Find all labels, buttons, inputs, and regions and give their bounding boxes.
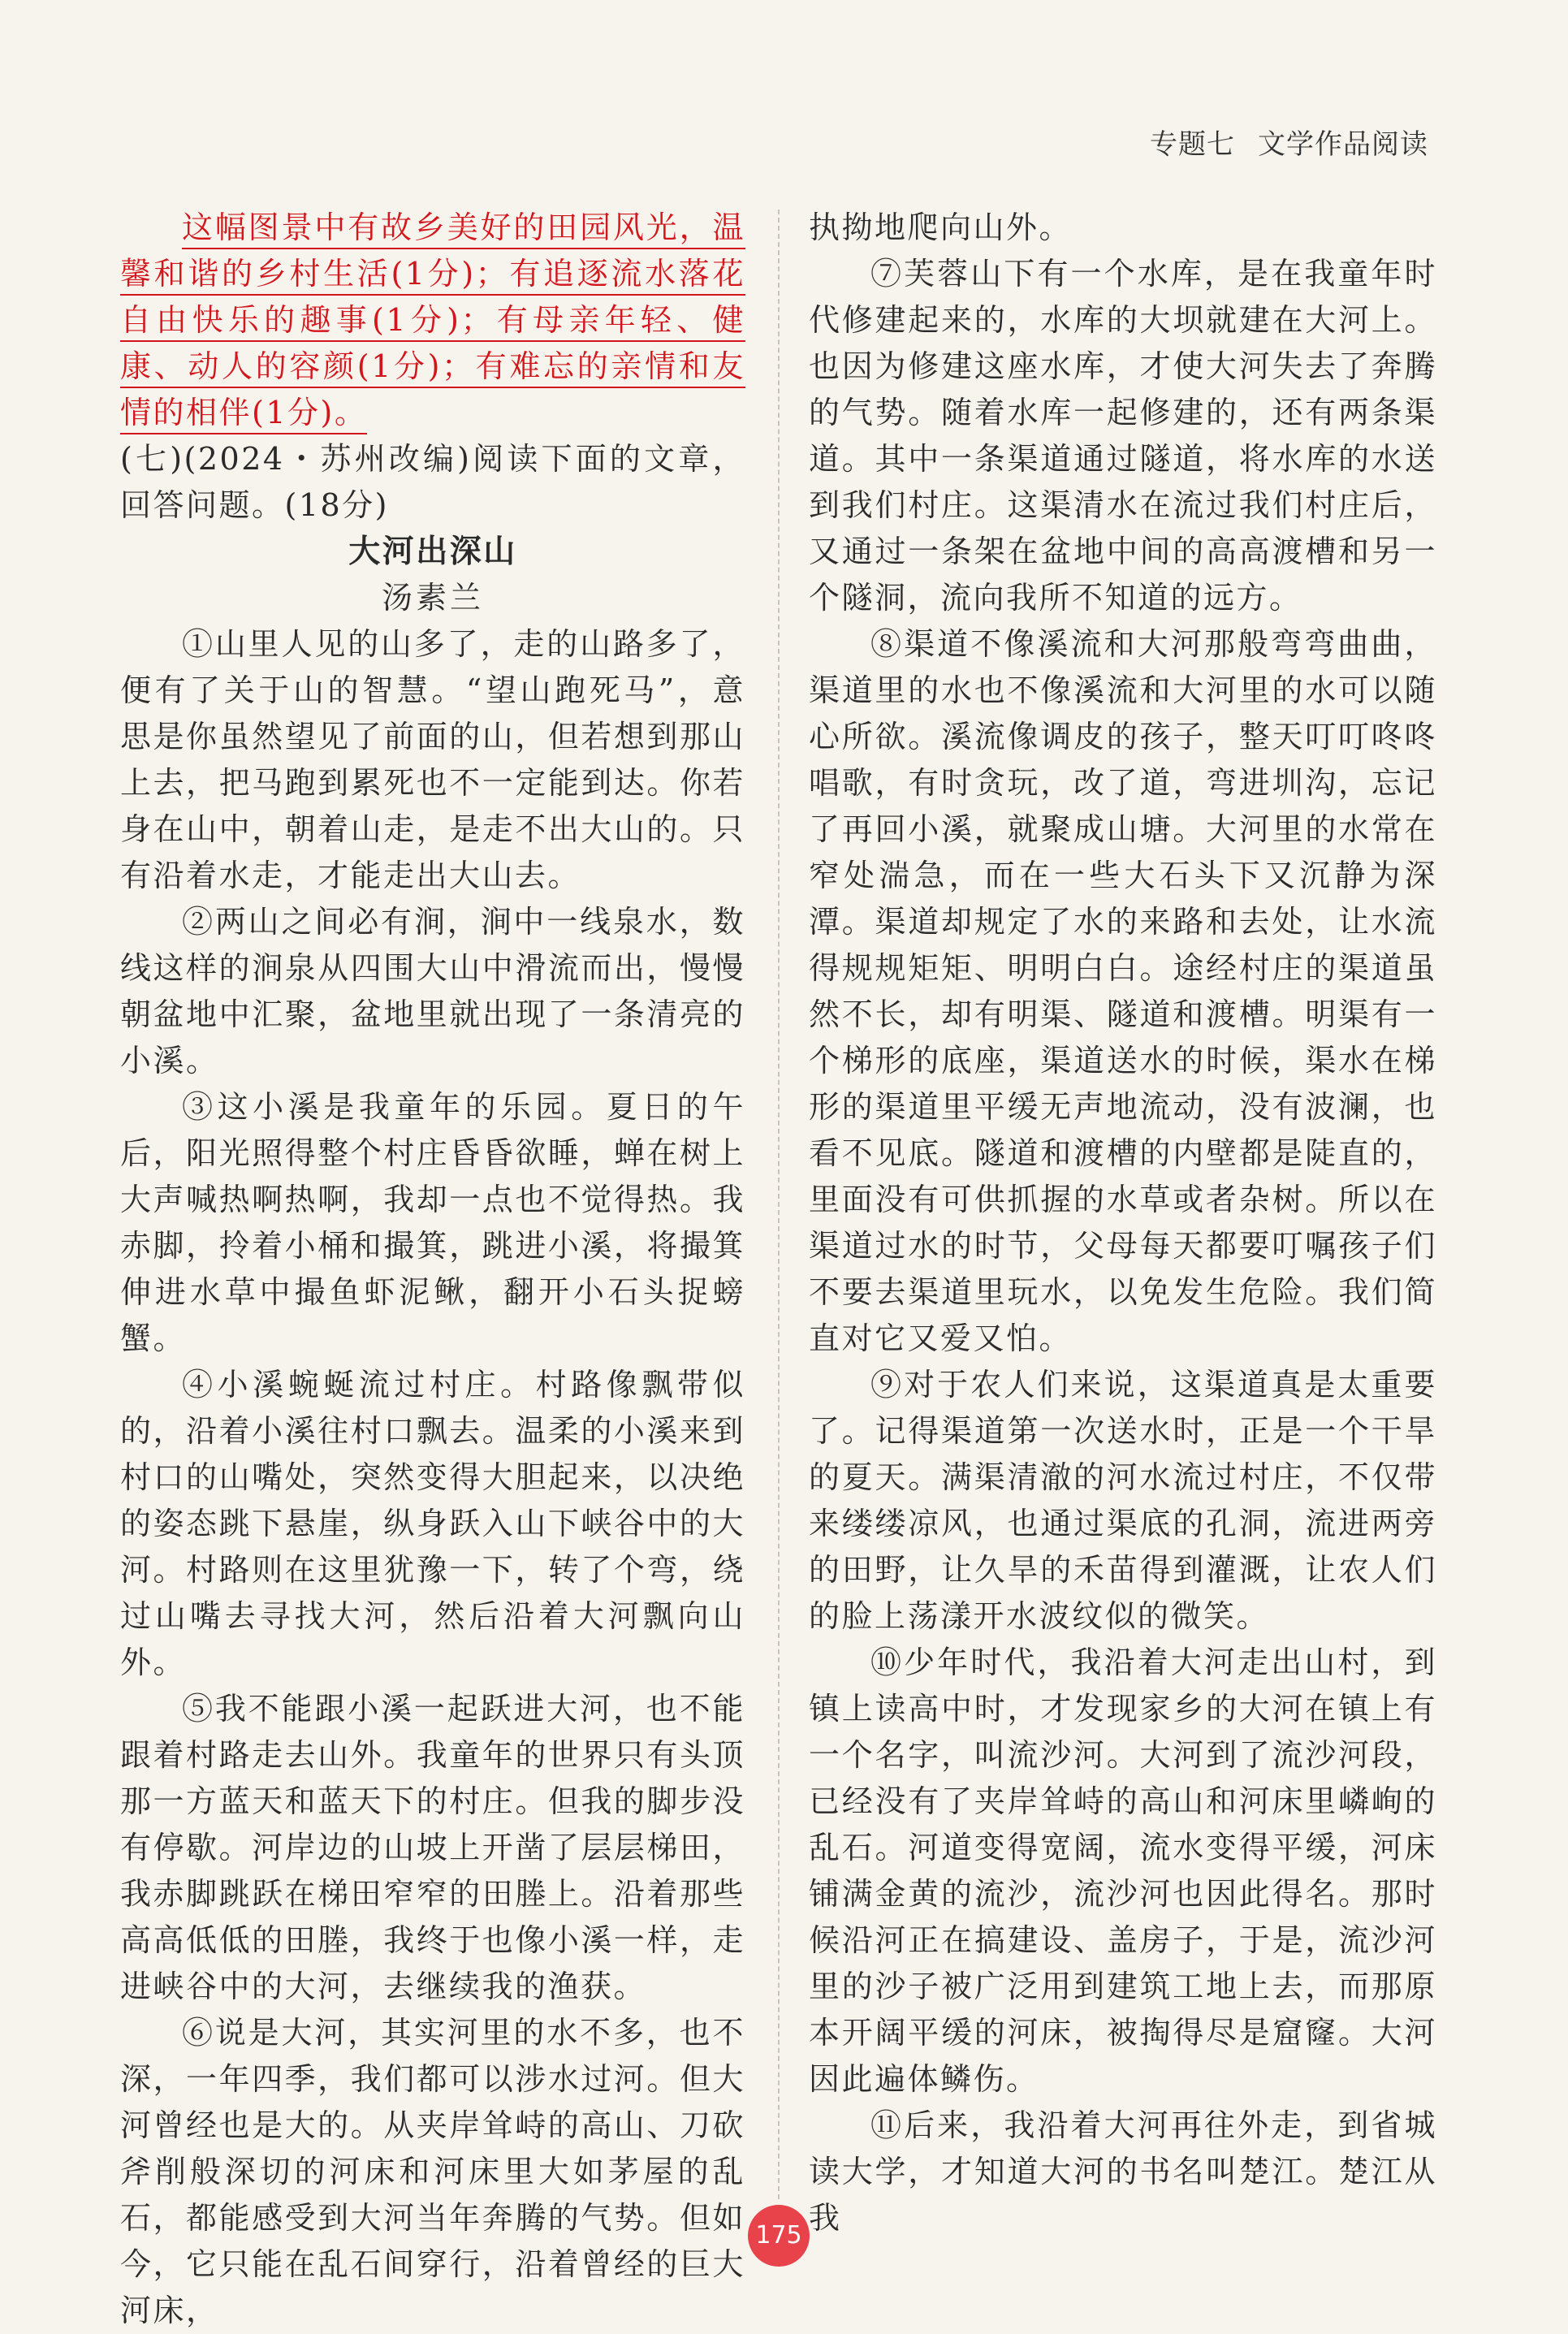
left-column <box>120 205 745 2334</box>
paragraph-5: ⑤我不能跟小溪一起跃进大河，也不能跟着村路走去山外。我童年的世界只有头顶那一方蓝天和蓝天下的村庄。但我的脚步没有停歇。河岸边的山坡上开凿了层层梯田，我赤脚跳跃在梯田窄窄的田塍上。沿着那些高高低低的田塍，我终于也像小溪一样，走进峡谷中的大河，去继续我的渔获。 <box>120 1691 745 2004</box>
paragraph-7: ⑦芙蓉山下有一个水库，是在我童年时代修建起来的，水库的大坝就建在大河上。也因为修建这座水库，才使大河失去了奔腾的气势。随着水库一起修建的，还有两条渠道。其中一条渠道通过隧道，将水库的水送到我们村庄。这渠清水在流过我们村庄后，又通过一条架在盆地中间的高高渡槽和另一个隧洞，流向我所不知道的远方。 <box>809 256 1437 616</box>
article-title: 大河出深山 <box>348 534 517 570</box>
paragraph-6: ⑥说是大河，其实河里的水不多，也不深，一年四季，我们都可以涉水过河。但大河曾经也是大的。从夹岸耸峙的高山、刀砍斧削般深切的河床和河床里大如茅屋的乱石，都能感受到大河当年奔腾的气势。但如今，它只能在乱石间穿行，沿着曾经的巨大河床， <box>120 2015 745 2328</box>
header-section: 文学作品阅读 <box>1258 128 1428 161</box>
right-column <box>809 205 1437 2241</box>
running-header <box>1150 122 1428 162</box>
answer-text: 这幅图景中有故乡美好的田园风光，温馨和谐的乡村生活(1分)；有追逐流水落花自由快乐的趣事(1分)；有母亲年轻、健康、动人的容颜(1分)；有难忘的亲情和友情的相伴(1分)。 <box>120 210 745 434</box>
answer-key <box>120 205 745 436</box>
paragraph-3: ③这小溪是我童年的乐园。夏日的午后，阳光照得整个村庄昏昏欲睡，蝉在树上大声喊热啊热啊，我却一点也不觉得热。我赤脚，拎着小桶和撮箕，跳进小溪，将撮箕伸进水草中撮鱼虾泥鳅，翻开小石头捉螃蟹。 <box>120 1089 745 1356</box>
paragraph-2: ②两山之间必有涧，涧中一线泉水，数线这样的涧泉从四围大山中滑流而出，慢慢朝盆地中汇聚，盆地里就出现了一条清亮的小溪。 <box>120 904 745 1078</box>
header-topic: 专题七 <box>1150 128 1235 161</box>
article-author: 汤素兰 <box>381 580 484 616</box>
paragraph-6-continued: 执拗地爬向山外。 <box>809 210 1073 245</box>
paragraph-9: ⑨对于农人们来说，这渠道真是太重要了。记得渠道第一次送水时，正是一个干旱的夏天。满渠清澈的河水流过村庄，不仅带来缕缕凉风，也通过渠底的孔洞，流进两旁的田野，让久旱的禾苗得到灌溉，让农人们的脸上荡漾开水波纹似的微笑。 <box>809 1367 1437 1634</box>
paragraph-1: ①山里人见的山多了，走的山路多了，便有了关于山的智慧。“望山跑死马”，意思是你虽然望见了前面的山，但若想到那山上去，把马跑到累死也不一定能到达。你若身在山中，朝着山走，是走不出大山的。只有沿着水走，才能走出大山去。 <box>120 626 745 893</box>
question-intro: (七)(2024・苏州改编)阅读下面的文章，回答问题。(18分) <box>120 441 745 523</box>
paragraph-4: ④小溪蜿蜒流过村庄。村路像飘带似的，沿着小溪往村口飘去。温柔的小溪来到村口的山嘴处，突然变得大胆起来，以决绝的姿态跳下悬崖，纵身跃入山下峡谷中的大河。村路则在这里犹豫一下，转了个弯，绕过山嘴去寻找大河，然后沿着大河飘向山外。 <box>120 1367 745 1680</box>
paragraph-8: ⑧渠道不像溪流和大河那般弯弯曲曲，渠道里的水也不像溪流和大河里的水可以随心所欲。溪流像调皮的孩子，整天叮叮咚咚唱歌，有时贪玩，改了道，弯进圳沟，忘记了再回小溪，就聚成山塘。大河里的水常在窄处湍急，而在一些大石头下又沉静为深潭。渠道却规定了水的来路和去处，让水流得规规矩矩、明明白白。途经村庄的渠道虽然不长，却有明渠、隧道和渡槽。明渠有一个梯形的底座，渠道送水的时候，渠水在梯形的渠道里平缓无声地流动，没有波澜，也看不见底。隧道和渡槽的内壁都是陡直的，里面没有可供抓握的水草或者杂树。所以在渠道过水的时节，父母每天都要叮嘱孩子们不要去渠道里玩水，以免发生危险。我们简直对它又爱又怕。 <box>809 626 1437 1356</box>
paragraph-11: ⑪后来，我沿着大河再往外走，到省城读大学，才知道大河的书名叫楚江。楚江从我 <box>809 2107 1437 2236</box>
page-number-badge: 175 <box>748 2205 810 2267</box>
column-divider <box>778 210 780 2199</box>
paragraph-10: ⑩少年时代，我沿着大河走出山村，到镇上读高中时，才发现家乡的大河在镇上有一个名字，叫流沙河。大河到了流沙河段，已经没有了夹岸耸峙的高山和河床里嶙峋的乱石。河道变得宽阔，流水变得平缓，河床铺满金黄的流沙，流沙河也因此得名。那时候沿河正在搞建设、盖房子，于是，流沙河里的沙子被广泛用到建筑工地上去，而那原本开阔平缓的河床，被掏得尽是窟窿。大河因此遍体鳞伤。 <box>809 1645 1437 2097</box>
